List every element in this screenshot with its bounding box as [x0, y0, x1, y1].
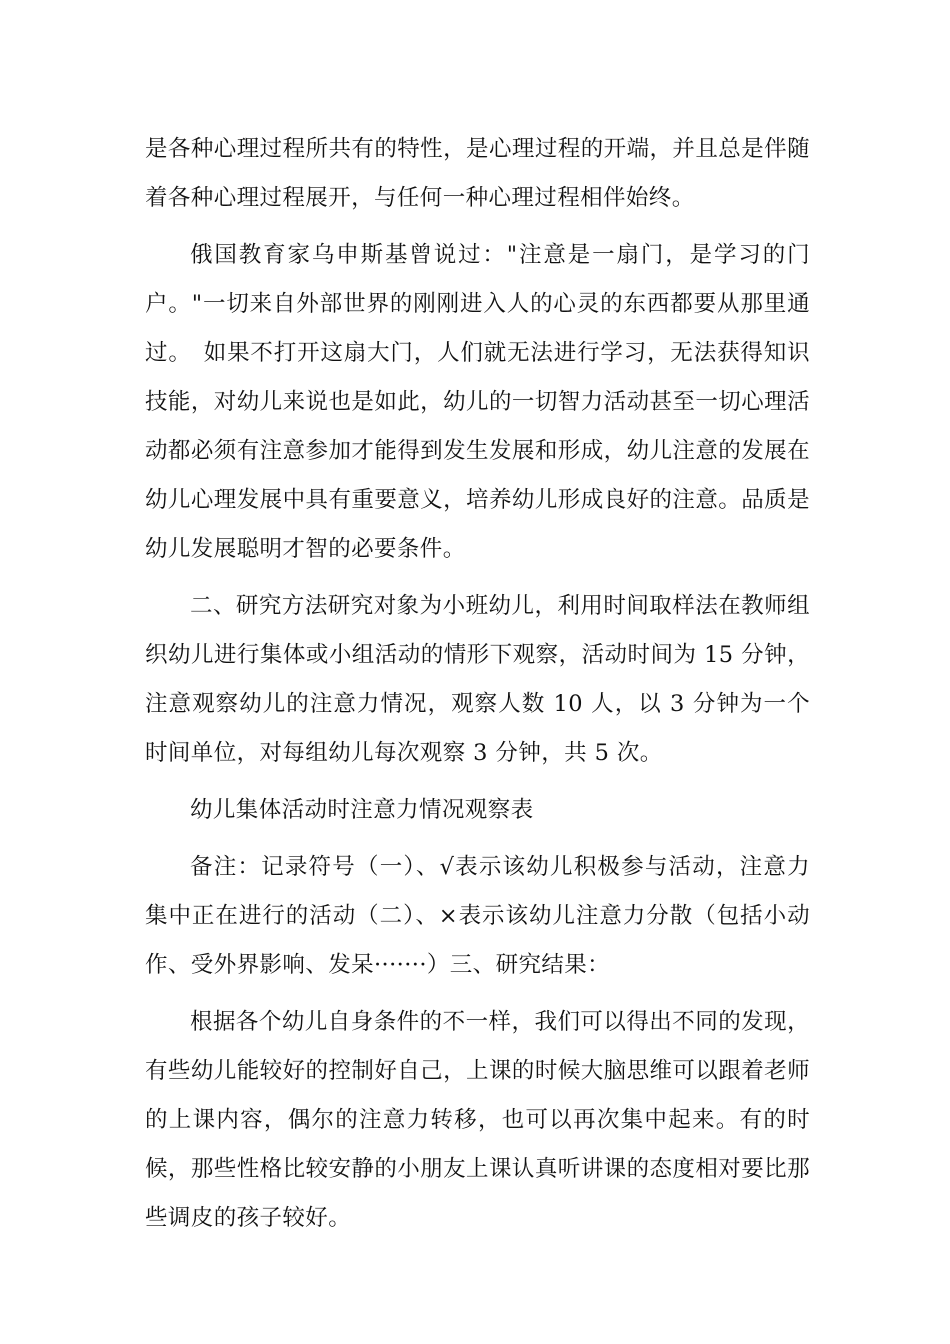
paragraph-intro-continuation: 是各种心理过程所共有的特性，是心理过程的开端，并且总是伴随着各种心理过程展开，与任何一种心理过程相伴始终。	[145, 136, 810, 211]
paragraph-ushinsky-quote: 俄国教育家乌申斯基曾说过："注意是一扇门，是学习的门户。"一切来自外部世界的刚刚进入人的心灵的东西都要从那里通过。 如果不打开这扇大门，人们就无法进行学习，无法获得知识技能，对幼儿来说也是如此，幼儿的一切智力活动甚至一切心理活动都必须有注意参加才能得到发生发展和形成，幼儿注意的发展在幼儿心理发展中具有重要意义，培养幼儿形成良好的注意。品质是幼儿发展聪明才智的必要条件。	[145, 242, 810, 562]
paragraph-table-caption: 幼儿集体活动时注意力情况观察表	[190, 797, 534, 823]
paragraph-findings: 根据各个幼儿自身条件的不一样，我们可以得出不同的发现，有些幼儿能较好的控制好自己，上课的时候大脑思维可以跟着老师的上课内容，偶尔的注意力转移，也可以再次集中起来。有的时候，那些性格比较安静的小朋友上课认真听讲课的态度相对要比那些调皮的孩子较好。	[145, 1009, 810, 1231]
paragraph-notes: 备注：记录符号（一）、√表示该幼儿积极参与活动，注意力集中正在进行的活动（二）、×表示该幼儿注意力分散（包括小动作、受外界影响、发呆·······）三、研究结果：	[145, 854, 810, 978]
document-body	[145, 125, 810, 1243]
paragraph-research-method: 二、研究方法研究对象为小班幼儿，利用时间取样法在教师组织幼儿进行集体或小组活动的情形下观察，活动时间为 15 分钟，注意观察幼儿的注意力情况，观察人数 10 人，以 3 分钟为一个时间单位，对每组幼儿每次观察 3 分钟，共 5 次。	[145, 593, 810, 766]
